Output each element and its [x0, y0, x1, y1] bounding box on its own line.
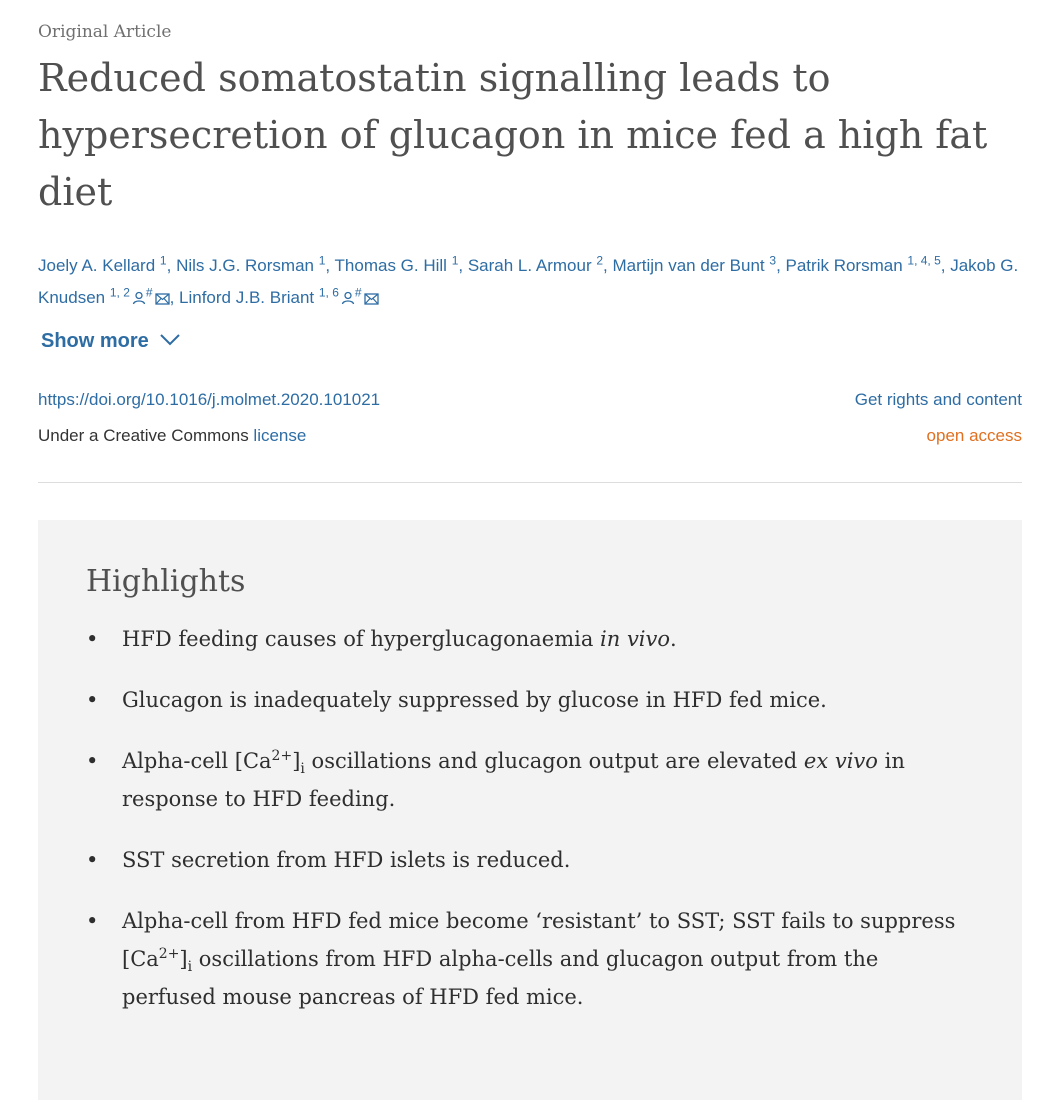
license-link[interactable]: license [253, 426, 307, 445]
article-title: Reduced somatostatin signalling leads to hypersecretion of glucagon in mice fed a high fat diet [38, 56, 988, 214]
author-list: Joely A. Kellard $^1$, Nils J.G. Rorsman $^1$, Thomas G. Hill $^1$, Sarah L. Armour $^2$, Martijn van der Bunt $^3$, Patrik Rorsman $^{1, 4, 5}$, Jakob G. Knudsen $^{1, 2}$ # , Linford J.B. Briant $^{1, 6}$ # [38, 250, 1022, 316]
open-access-badge: open access [926, 426, 1022, 445]
author-link[interactable]: Jakob G. Knudsen $^{1, 2}$ # [38, 256, 1018, 307]
person-icon [341, 284, 355, 316]
list-item: • SST secretion from HFD islets is reduced. [86, 848, 571, 872]
list-item: • Alpha-cell $[Ca^{2+}]_i$ oscillations and glucagon output are elevated ex vivo in response to HFD feeding. [86, 748, 905, 811]
list-item: • HFD feeding causes of hyperglucagonaemia in vivo. [86, 627, 677, 651]
show-more-label: Show more [41, 330, 149, 352]
highlights-heading: Highlights [86, 564, 246, 599]
author-link[interactable]: Linford J.B. Briant $^{1, 6}$ # [179, 288, 379, 307]
author-link[interactable]: Nils J.G. Rorsman $^1$ [176, 253, 326, 275]
person-icon [132, 284, 146, 316]
highlights-list [86, 620, 966, 1039]
get-rights-link[interactable]: Get rights and content [854, 390, 1022, 409]
author-link[interactable]: Patrik Rorsman $^{1, 4, 5}$ [785, 253, 941, 275]
list-item: • Glucagon is inadequately suppressed by glucose in HFD fed mice. [86, 688, 827, 712]
author-link[interactable]: Joely A. Kellard $^1$ [38, 253, 167, 275]
highlights-panel [38, 520, 1022, 1100]
doi-link[interactable]: https://doi.org/10.1016/j.molmet.2020.101021 [38, 390, 381, 409]
article-type: Original Article [38, 22, 172, 42]
author-link[interactable]: Thomas G. Hill $^1$ [334, 253, 459, 275]
list-item: • Alpha-cell from HFD fed mice become ‘resistant’ to SST; SST fails to suppress $[Ca^{2+}]_i$ oscillations from HFD alpha-cells and glucagon output from the perfused mouse pancreas of HFD fed mice. [86, 909, 956, 1009]
divider [38, 482, 1022, 483]
license-line: Under a Creative Commons license [38, 426, 307, 445]
show-more-button[interactable] [41, 330, 181, 353]
author-link[interactable]: Martijn van der Bunt $^3$ [612, 253, 777, 275]
author-link[interactable]: Sarah L. Armour $^2$ [467, 253, 604, 275]
chevron-down-icon [159, 330, 181, 353]
envelope-icon [155, 284, 170, 316]
envelope-icon [364, 284, 379, 316]
